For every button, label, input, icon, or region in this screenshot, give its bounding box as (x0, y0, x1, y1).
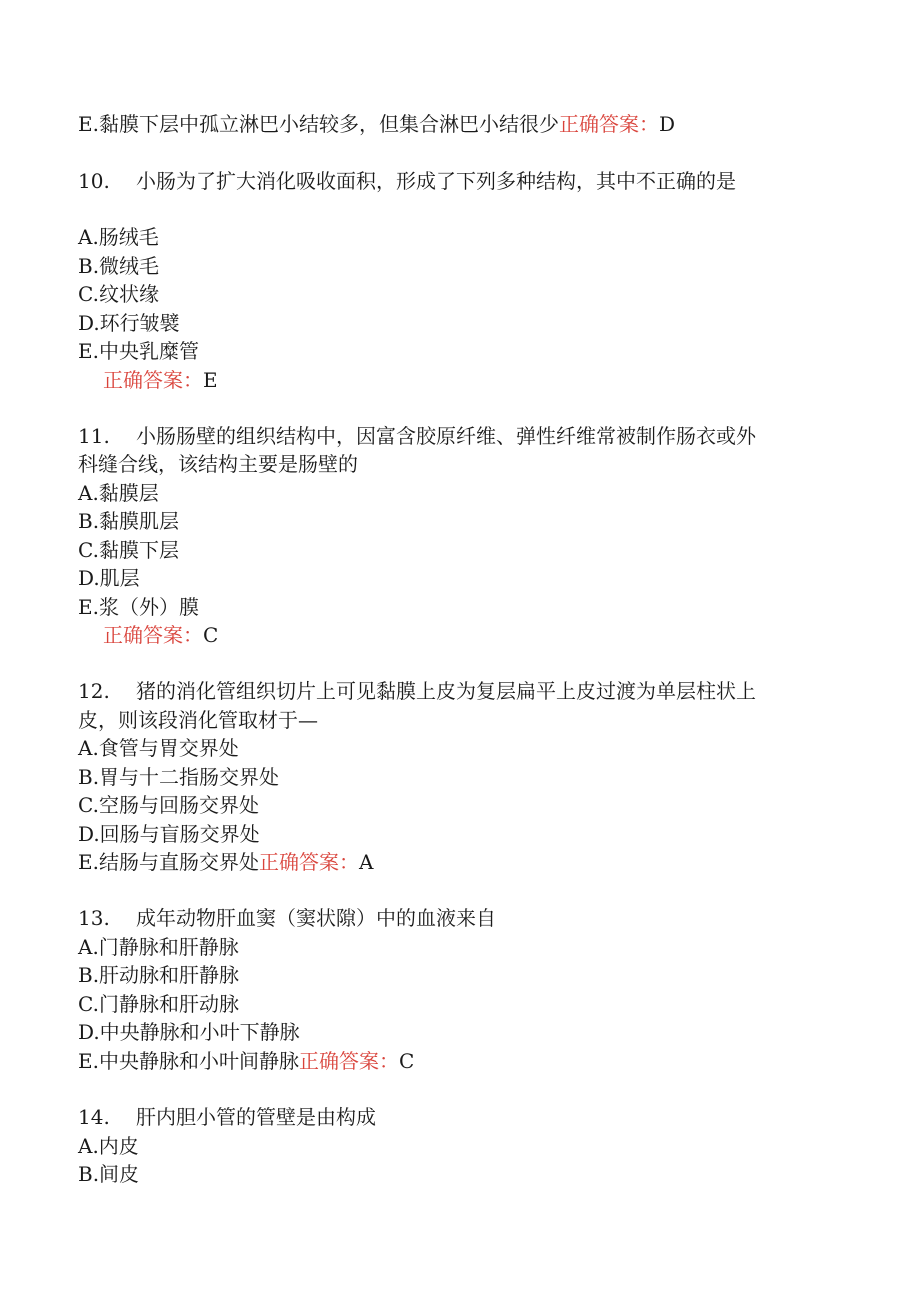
question-stem (78, 1103, 376, 1131)
option-b: B.胃与十二指肠交界处 (78, 765, 280, 789)
question-text: 小肠肠壁的组织结构中，因富含胶原纤维、弹性纤维常被制作肠衣或外 (136, 424, 756, 448)
answer-label: 正确答案： (258, 850, 359, 874)
answer-value: D (658, 112, 676, 136)
option-d: D.环行皱襞 (78, 311, 180, 335)
option-text: E.中央静脉和小叶间静脉 (78, 1049, 299, 1073)
question-text: 小肠为了扩大消化吸收面积，形成了下列多种结构，其中不正确的是 (136, 169, 736, 193)
question-number: 12. (78, 679, 110, 703)
answer-value: A (358, 850, 374, 874)
answer-label: 正确答案： (103, 623, 203, 647)
option-d: D.回肠与盲肠交界处 (78, 822, 260, 846)
answer-label: 正确答案： (103, 368, 203, 392)
option-c: C.门静脉和肝动脉 (78, 992, 239, 1016)
question-number: 14. (78, 1105, 110, 1129)
option-a: A.肠绒毛 (78, 225, 159, 249)
question-stem (78, 677, 756, 705)
question-text: 猪的消化管组织切片上可见黏膜上皮为复层扁平上皮过渡为单层柱状上 (136, 679, 756, 703)
option-text: E.结肠与直肠交界处 (78, 850, 259, 874)
option-e (78, 848, 373, 876)
option-e: E.中央乳糜管 (78, 339, 199, 363)
question-text: 肝内胆小管的管壁是由构成 (136, 1105, 376, 1129)
option-b: B.肝动脉和肝静脉 (78, 963, 240, 987)
question-stem (78, 422, 756, 450)
question-number: 10. (78, 169, 110, 193)
option-e (78, 1047, 414, 1075)
answer-line (103, 366, 218, 394)
option-d: D.中央静脉和小叶下静脉 (78, 1020, 300, 1044)
option-c: C.黏膜下层 (78, 538, 179, 562)
answer-value: E (203, 368, 218, 392)
answer-value: C (398, 1049, 415, 1073)
answer-line (103, 621, 218, 649)
question-stem-continued: 科缝合线，该结构主要是肠壁的 (78, 452, 358, 476)
option-text: E.黏膜下层中孤立淋巴小结较多，但集合淋巴小结很少 (78, 112, 559, 136)
option-d: D.肌层 (78, 566, 140, 590)
question-number: 13. (78, 906, 110, 930)
question-text: 成年动物肝血窦（窦状隙）中的血液来自 (136, 906, 496, 930)
option-c: C.空肠与回肠交界处 (78, 793, 259, 817)
option-e: E.浆（外）膜 (78, 595, 199, 619)
option-b: B.间皮 (78, 1162, 140, 1186)
option-e (78, 110, 675, 138)
answer-value: C (203, 623, 219, 647)
option-b: B.黏膜肌层 (78, 509, 180, 533)
question-number: 11. (78, 424, 110, 448)
option-a: A.黏膜层 (78, 481, 159, 505)
option-b: B.微绒毛 (78, 254, 160, 278)
answer-label: 正确答案： (558, 112, 659, 136)
option-a: A.门静脉和肝静脉 (78, 935, 239, 959)
question-stem-continued: 皮，则该段消化管取材于— (78, 708, 318, 732)
option-a: A.食管与胃交界处 (78, 736, 239, 760)
question-stem (78, 167, 736, 195)
answer-label: 正确答案： (298, 1049, 399, 1073)
question-stem (78, 904, 496, 932)
option-a: A.内皮 (78, 1134, 139, 1158)
option-c: C.纹状缘 (78, 282, 159, 306)
